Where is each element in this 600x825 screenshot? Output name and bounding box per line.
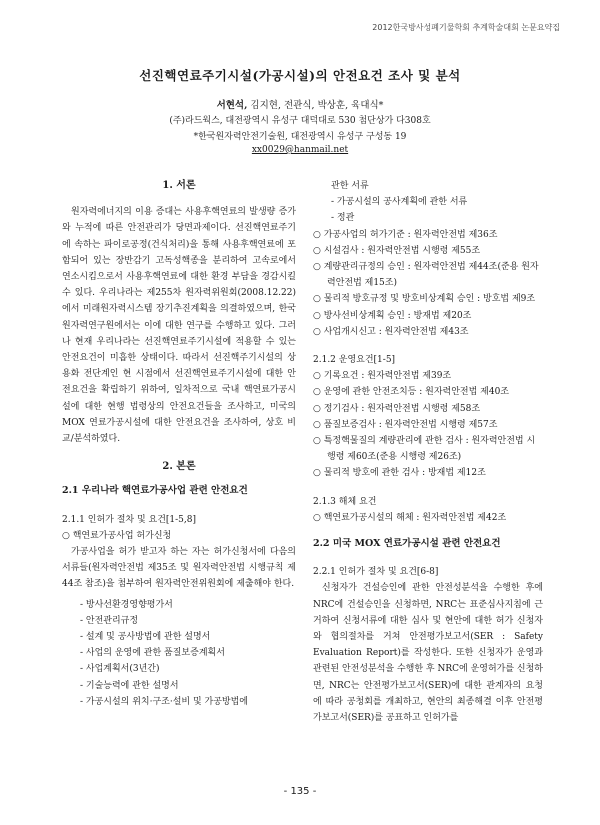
section-2-2-1-paragraph: 신청자가 건설승인에 관한 안전성분석을 수행한 후에 NRC에 건설승인을 신청하면, NRC는 표준심사지침에 근거하여 신청서류에 대한 심사 및 현안에 대한 허가 신청자와 협의절차를 거쳐 안전평가보고서(SER : Safety Evaluation Report)를 작성한다. 또한 신청자가 운영과 관련된 안전성분석을 수행한 후 NRC에 운영허가를 신청하면, NRC는 안전평가보고서(SER)에 대한 관계자의 요청에 따라 공청회를 개최하고, 현안의 최종해결 이후 안전평가보고서(SER)를 공표하고 인허가를 xyxy=(313,583,543,724)
section-2-1-1-paragraph: 가공사업을 허가 받고자 하는 자는 허가신청서에 다음의 서류들(원자력안전법 제35조 및 원자력안전법 시행규칙 제44조 참조)을 첨부하여 원자력안전위원회에 제출해야 한다. xyxy=(62,547,296,590)
list-item: ○ 정기검사 : 원자력안전법 시행령 제58조 xyxy=(313,403,481,414)
list-item: ○ 계량관리규정의 승인 : 원자력안전법 제44조(준용 원자력안전법 제15조) xyxy=(313,262,539,289)
list-item: ○ 물리적 방호규정 및 방호비상계획 승인 : 방호법 제9조 xyxy=(313,294,536,305)
first-author: 서현석, xyxy=(216,100,248,111)
affiliation-1: (주)라드웍스, 대전광역시 유성구 대덕대로 530 첨단상가 다308호 xyxy=(169,116,431,126)
page-number: - 135 - xyxy=(283,786,317,797)
list-item: - 사업계획서(3년간) xyxy=(80,664,160,675)
intro-heading: 1. 서론 xyxy=(162,180,196,191)
list-item: ○ 방사선비상계획 승인 : 방재법 제20조 xyxy=(313,310,472,321)
section-2-1-heading: 2.1 우리나라 핵연료가공사업 관련 안전요건 xyxy=(62,485,248,497)
list-item: - 설계 및 공사방법에 관한 설명서 xyxy=(80,632,211,643)
list-item: - 정관 xyxy=(331,213,355,224)
list-item: ○ 가공사업의 허가기준 : 원자력안전법 제36조 xyxy=(313,229,498,240)
list-item: ○ 특정핵물질의 계량관리에 관한 검사 : 원자력안전법 시행령 제60조(준용 시행령 제26조) xyxy=(313,436,536,463)
section-2-1-1-item: ○ 핵연료가공사업 허가신청 xyxy=(62,530,172,541)
section-2-1-1-heading: 2.1.1 인허가 절차 및 요건[1-5,8] xyxy=(62,514,196,525)
body-heading: 2. 본론 xyxy=(162,461,196,473)
list-item: - 기술능력에 관한 설명서 xyxy=(80,680,179,691)
list-item: - 가공시설의 공사계획에 관한 서류 xyxy=(331,197,468,208)
intro-paragraph: 원자력에너지의 이용 증대는 사용후핵연료의 발생량 증가와 누적에 따른 안전관리가 당면과제이다. 선진핵연료주기에 속하는 파이로공정(건식처리)을 통해 사용후핵연료에 포함되어 있는 장반감기 고독성핵종을 분리하여 고속로에서 연소시킴으로서 사용후핵연료에 대한 환경 부담을 경감시킬 수 있다. 우리나라는 제255차 원자력위원회(2008.12.22)에서 미래원자력시스템 장기추진계획을 의결하였으며, 한국원자력연구원에서는 이에 대한 연구를 수행하고 있다. 그러나 현재 우리나라는 선진핵연료주기시설에 적용할 수 있는 안전요건이 미흡한 상태이다. 따라서 선진핵주기시설의 상용화 전단계인 현 시점에서 선진핵연료주기시설에 대한 안전요건을 확립하기 위하여, 일차적으로 국내 핵연료가공시설에 대한 현행 법령상의 안전요건들을 조사하고, 미국의 MOX 연료가공시설에 대한 안전요건을 조사하여, 상호 비교/분석하였다. xyxy=(62,207,296,445)
list-item: ○ 운영에 관한 안전조치등 : 원자력안전법 제40조 xyxy=(313,387,509,398)
list-item: - 방사선환경영향평가서 xyxy=(80,599,173,610)
co-authors: 김지현, 전관식, 박상훈, 육대식* xyxy=(247,100,384,111)
paper-title: 선진핵연료주기시설(가공시설)의 안전요건 조사 및 분석 xyxy=(139,68,461,83)
left-column xyxy=(62,178,296,710)
section-2-1-3-heading: 2.1.3 해체 요건 xyxy=(313,496,377,507)
list-item: ○ 시설검사 : 원자력안전법 시행령 제55조 xyxy=(313,245,481,256)
section-2-2-heading: 2.2 미국 MOX 연료가공시설 관련 안전요건 xyxy=(313,538,501,550)
list-item: 관한 서류 xyxy=(331,181,369,191)
right-column xyxy=(313,178,543,726)
list-item: - 사업의 운영에 관한 품질보증계획서 xyxy=(80,648,225,659)
section-2-2-1-heading: 2.2.1 인허가 절차 및 요건[6-8] xyxy=(313,567,439,578)
list-item: ○ 품질보증검사 : 원자력안전법 시행령 제57조 xyxy=(313,419,498,430)
list-item: - 안전관리규정 xyxy=(80,615,139,626)
email-link[interactable]: xx0029@hanmail.net xyxy=(251,145,349,155)
list-item: ○ 사업개시신고 : 원자력안전법 제43조 xyxy=(313,326,469,337)
list-item: - 가공시설의 위치·구조·설비 및 가공방법에 xyxy=(80,696,249,707)
author-line xyxy=(0,97,600,111)
list-item: ○ 기록요건 : 원자력안전법 제39조 xyxy=(313,371,452,382)
list-item: ○ 핵연료가공시설의 해체 : 원자력안전법 제42조 xyxy=(313,512,507,523)
affiliation-2: *한국원자력안전기술원, 대전광역시 유성구 구성동 19 xyxy=(193,132,407,142)
list-item: ○ 물리적 방호에 관한 검사 : 방재법 제12조 xyxy=(313,468,486,479)
running-head: 2012한국방사성폐기물학회 추계학술대회 논문요약집 xyxy=(372,23,560,32)
section-2-1-2-heading: 2.1.2 운영요건[1-5] xyxy=(313,355,396,366)
